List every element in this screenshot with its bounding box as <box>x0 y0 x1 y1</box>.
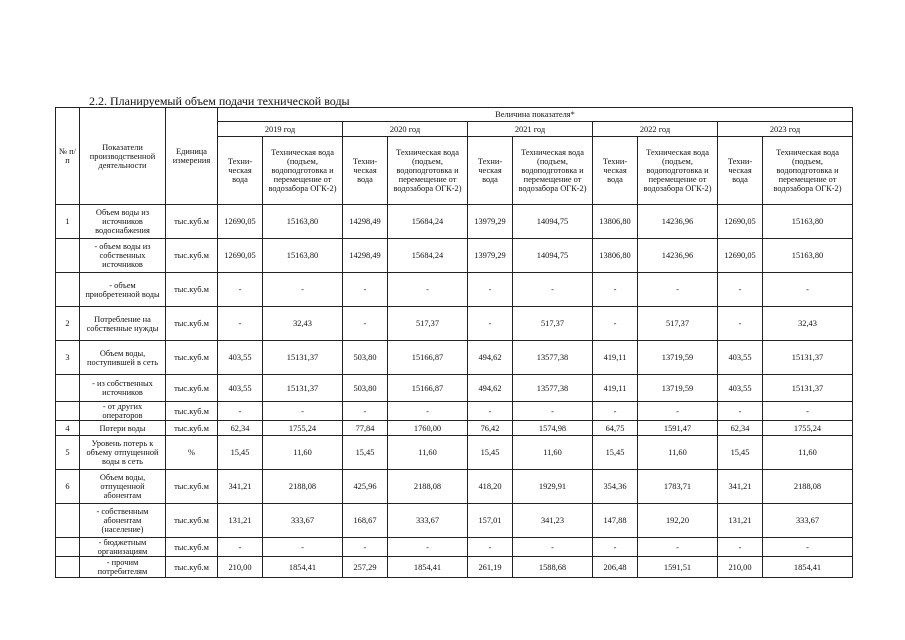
row-value: 1574,98 <box>513 421 593 436</box>
row-value: 15163,80 <box>263 239 343 273</box>
table-row <box>56 538 853 557</box>
row-value: - <box>343 307 388 341</box>
row-value: 494,62 <box>468 341 513 375</box>
row-value: 13577,38 <box>513 375 593 402</box>
row-value: 403,55 <box>718 341 763 375</box>
row-value: 62,34 <box>218 421 263 436</box>
row-indicator: - объем воды из собственных источников <box>80 239 166 273</box>
row-value: 1854,41 <box>263 557 343 578</box>
table-row <box>56 557 853 578</box>
row-indicator: - бюджетным организациям <box>80 538 166 557</box>
row-value: 15163,80 <box>763 239 853 273</box>
header-year: 2019 год <box>218 122 343 137</box>
row-value: 257,29 <box>343 557 388 578</box>
header-tech-water: Техни-ческая вода <box>593 137 638 205</box>
table-row <box>56 239 853 273</box>
row-value: 206,48 <box>593 557 638 578</box>
row-value: 14094,75 <box>513 239 593 273</box>
row-number <box>56 557 80 578</box>
row-indicator: Потери воды <box>80 421 166 436</box>
row-value: 15131,37 <box>763 375 853 402</box>
header-indicator: Показатели производственной деятельности <box>80 108 166 205</box>
table-row <box>56 504 853 538</box>
row-value: - <box>718 273 763 307</box>
row-value: 1755,24 <box>263 421 343 436</box>
row-value: 64,75 <box>593 421 638 436</box>
row-value: - <box>638 402 718 421</box>
row-unit: тыс.куб.м <box>166 273 218 307</box>
row-indicator: - от других операторов <box>80 402 166 421</box>
row-value: 210,00 <box>718 557 763 578</box>
row-value: 13979,29 <box>468 239 513 273</box>
table-row <box>56 307 853 341</box>
row-value: 11,60 <box>763 436 853 470</box>
row-indicator: Уровень потерь к объему отпущенной воды в сеть <box>80 436 166 470</box>
row-number: 5 <box>56 436 80 470</box>
row-indicator: - из собственных источников <box>80 375 166 402</box>
row-value: 32,43 <box>763 307 853 341</box>
header-tech-water: Техни-ческая вода <box>718 137 763 205</box>
row-value: 341,21 <box>718 470 763 504</box>
row-value: - <box>593 307 638 341</box>
row-value: - <box>343 273 388 307</box>
row-value: 14298,49 <box>343 239 388 273</box>
header-tech-water: Техни-ческая вода <box>468 137 513 205</box>
row-value: - <box>718 307 763 341</box>
row-value: 503,80 <box>343 341 388 375</box>
header-tech-water-ogk: Техническая вода (подъем, водоподготовка и перемещение от водозабора ОГК-2) <box>638 137 718 205</box>
header-value: Величина показателя* <box>218 108 853 122</box>
row-value: 1854,41 <box>388 557 468 578</box>
header-year: 2023 год <box>718 122 853 137</box>
row-unit: тыс.куб.м <box>166 307 218 341</box>
row-number <box>56 504 80 538</box>
row-indicator: Объем воды из источников водоснабжения <box>80 205 166 239</box>
table-row <box>56 375 853 402</box>
row-value: 517,37 <box>513 307 593 341</box>
row-value: - <box>468 538 513 557</box>
row-value: 147,88 <box>593 504 638 538</box>
row-value: - <box>513 273 593 307</box>
row-value: - <box>763 402 853 421</box>
row-number: 1 <box>56 205 80 239</box>
row-value: 419,11 <box>593 375 638 402</box>
row-value: 517,37 <box>388 307 468 341</box>
row-value: 11,60 <box>513 436 593 470</box>
row-value: 15131,37 <box>763 341 853 375</box>
row-unit: тыс.куб.м <box>166 538 218 557</box>
header-num: № п/п <box>56 108 80 205</box>
row-value: 14236,96 <box>638 239 718 273</box>
row-number: 2 <box>56 307 80 341</box>
row-value: 157,01 <box>468 504 513 538</box>
row-value: - <box>218 307 263 341</box>
table-row <box>56 205 853 239</box>
header-year: 2020 год <box>343 122 468 137</box>
row-value: 12690,05 <box>718 239 763 273</box>
row-value: 1591,51 <box>638 557 718 578</box>
row-value: 403,55 <box>218 341 263 375</box>
header-tech-water-ogk: Техническая вода (подъем, водоподготовка и перемещение от водозабора ОГК-2) <box>263 137 343 205</box>
row-value: - <box>513 402 593 421</box>
table-row <box>56 273 853 307</box>
row-value: 15163,80 <box>263 205 343 239</box>
row-value: 15163,80 <box>763 205 853 239</box>
row-value: 1783,71 <box>638 470 718 504</box>
header-tech-water-ogk: Техническая вода (подъем, водоподготовка и перемещение от водозабора ОГК-2) <box>763 137 853 205</box>
row-value: 15131,37 <box>263 375 343 402</box>
row-number <box>56 273 80 307</box>
row-value: 12690,05 <box>218 239 263 273</box>
row-value: 2188,08 <box>263 470 343 504</box>
row-unit: тыс.куб.м <box>166 239 218 273</box>
row-value: 2188,08 <box>388 470 468 504</box>
row-value: 15166,87 <box>388 375 468 402</box>
row-value: 13979,29 <box>468 205 513 239</box>
row-value: - <box>718 402 763 421</box>
row-value: 77,84 <box>343 421 388 436</box>
header-tech-water-ogk: Техническая вода (подъем, водоподготовка и перемещение от водозабора ОГК-2) <box>513 137 593 205</box>
row-value: 12690,05 <box>718 205 763 239</box>
row-value: 1929,91 <box>513 470 593 504</box>
row-value: 333,67 <box>763 504 853 538</box>
row-value: 15,45 <box>468 436 513 470</box>
table-row <box>56 421 853 436</box>
row-value: - <box>263 402 343 421</box>
row-value: 12690,05 <box>218 205 263 239</box>
table-row <box>56 341 853 375</box>
row-value: 168,67 <box>343 504 388 538</box>
row-value: 1755,24 <box>763 421 853 436</box>
row-value: 15684,24 <box>388 205 468 239</box>
row-value: 11,60 <box>388 436 468 470</box>
row-value: 1854,41 <box>763 557 853 578</box>
row-number <box>56 538 80 557</box>
row-unit: тыс.куб.м <box>166 421 218 436</box>
row-value: 11,60 <box>638 436 718 470</box>
row-number: 6 <box>56 470 80 504</box>
row-value: 15166,87 <box>388 341 468 375</box>
row-number <box>56 239 80 273</box>
row-unit: тыс.куб.м <box>166 205 218 239</box>
row-value: - <box>218 538 263 557</box>
row-value: 76,42 <box>468 421 513 436</box>
row-value: 425,96 <box>343 470 388 504</box>
table-row <box>56 470 853 504</box>
row-value: 333,67 <box>263 504 343 538</box>
row-unit: тыс.куб.м <box>166 341 218 375</box>
row-value: 210,00 <box>218 557 263 578</box>
row-number: 4 <box>56 421 80 436</box>
row-value: 517,37 <box>638 307 718 341</box>
table-row <box>56 402 853 421</box>
header-year: 2022 год <box>593 122 718 137</box>
row-value: 13719,59 <box>638 341 718 375</box>
row-value: 1760,00 <box>388 421 468 436</box>
row-indicator: - собственным абонентам (население) <box>80 504 166 538</box>
row-value: - <box>388 538 468 557</box>
row-value: 131,21 <box>718 504 763 538</box>
row-value: - <box>763 273 853 307</box>
header-tech-water-ogk: Техническая вода (подъем, водоподготовка и перемещение от водозабора ОГК-2) <box>388 137 468 205</box>
row-number <box>56 402 80 421</box>
header-tech-water: Техни-ческая вода <box>343 137 388 205</box>
row-indicator: Объем воды, отпущенной абонентам <box>80 470 166 504</box>
row-value: 15,45 <box>343 436 388 470</box>
row-value: - <box>343 402 388 421</box>
row-number: 3 <box>56 341 80 375</box>
row-unit: тыс.куб.м <box>166 470 218 504</box>
water-supply-table <box>55 107 853 578</box>
row-value: - <box>468 402 513 421</box>
row-value: 418,20 <box>468 470 513 504</box>
row-value: - <box>218 273 263 307</box>
row-value: 2188,08 <box>763 470 853 504</box>
row-value: 494,62 <box>468 375 513 402</box>
row-value: 403,55 <box>718 375 763 402</box>
header-year: 2021 год <box>468 122 593 137</box>
row-unit: тыс.куб.м <box>166 504 218 538</box>
row-value: 13577,38 <box>513 341 593 375</box>
header-unit: Единица измерения <box>166 108 218 205</box>
row-value: 13719,59 <box>638 375 718 402</box>
row-value: - <box>468 307 513 341</box>
page-title: 2.2. Планируемый объем подачи технической воды <box>89 94 350 108</box>
row-value: 11,60 <box>263 436 343 470</box>
row-value: 333,67 <box>388 504 468 538</box>
row-unit: % <box>166 436 218 470</box>
row-value: 341,21 <box>218 470 263 504</box>
row-value: 14094,75 <box>513 205 593 239</box>
row-value: - <box>513 538 593 557</box>
row-value: 13806,80 <box>593 239 638 273</box>
row-value: 131,21 <box>218 504 263 538</box>
row-value: 62,34 <box>718 421 763 436</box>
row-value: - <box>263 538 343 557</box>
row-unit: тыс.куб.м <box>166 557 218 578</box>
row-value: - <box>218 402 263 421</box>
row-value: 261,19 <box>468 557 513 578</box>
row-value: - <box>468 273 513 307</box>
row-value: - <box>388 402 468 421</box>
row-value: - <box>718 538 763 557</box>
row-indicator: - прочим потребителям <box>80 557 166 578</box>
row-indicator: - объем приобретенной воды <box>80 273 166 307</box>
row-value: 1588,68 <box>513 557 593 578</box>
row-indicator: Потребление на собственные нужды <box>80 307 166 341</box>
row-value: - <box>763 538 853 557</box>
row-value: 354,36 <box>593 470 638 504</box>
row-value: - <box>638 273 718 307</box>
row-value: 15,45 <box>718 436 763 470</box>
row-value: - <box>593 538 638 557</box>
row-value: 403,55 <box>218 375 263 402</box>
header-tech-water: Техни-ческая вода <box>218 137 263 205</box>
row-value: 15,45 <box>593 436 638 470</box>
row-value: - <box>343 538 388 557</box>
row-value: 14236,96 <box>638 205 718 239</box>
row-value: 14298,49 <box>343 205 388 239</box>
row-value: - <box>263 273 343 307</box>
row-value: 32,43 <box>263 307 343 341</box>
row-value: 503,80 <box>343 375 388 402</box>
row-value: 15131,37 <box>263 341 343 375</box>
row-number <box>56 375 80 402</box>
row-unit: тыс.куб.м <box>166 402 218 421</box>
row-value: 341,23 <box>513 504 593 538</box>
row-value: 13806,80 <box>593 205 638 239</box>
row-value: 192,20 <box>638 504 718 538</box>
table-row <box>56 436 853 470</box>
row-value: 15,45 <box>218 436 263 470</box>
row-value: 15684,24 <box>388 239 468 273</box>
row-value: - <box>638 538 718 557</box>
row-value: 1591,47 <box>638 421 718 436</box>
row-unit: тыс.куб.м <box>166 375 218 402</box>
row-value: - <box>593 273 638 307</box>
row-indicator: Объем воды, поступившей в сеть <box>80 341 166 375</box>
row-value: - <box>388 273 468 307</box>
row-value: 419,11 <box>593 341 638 375</box>
row-value: - <box>593 402 638 421</box>
